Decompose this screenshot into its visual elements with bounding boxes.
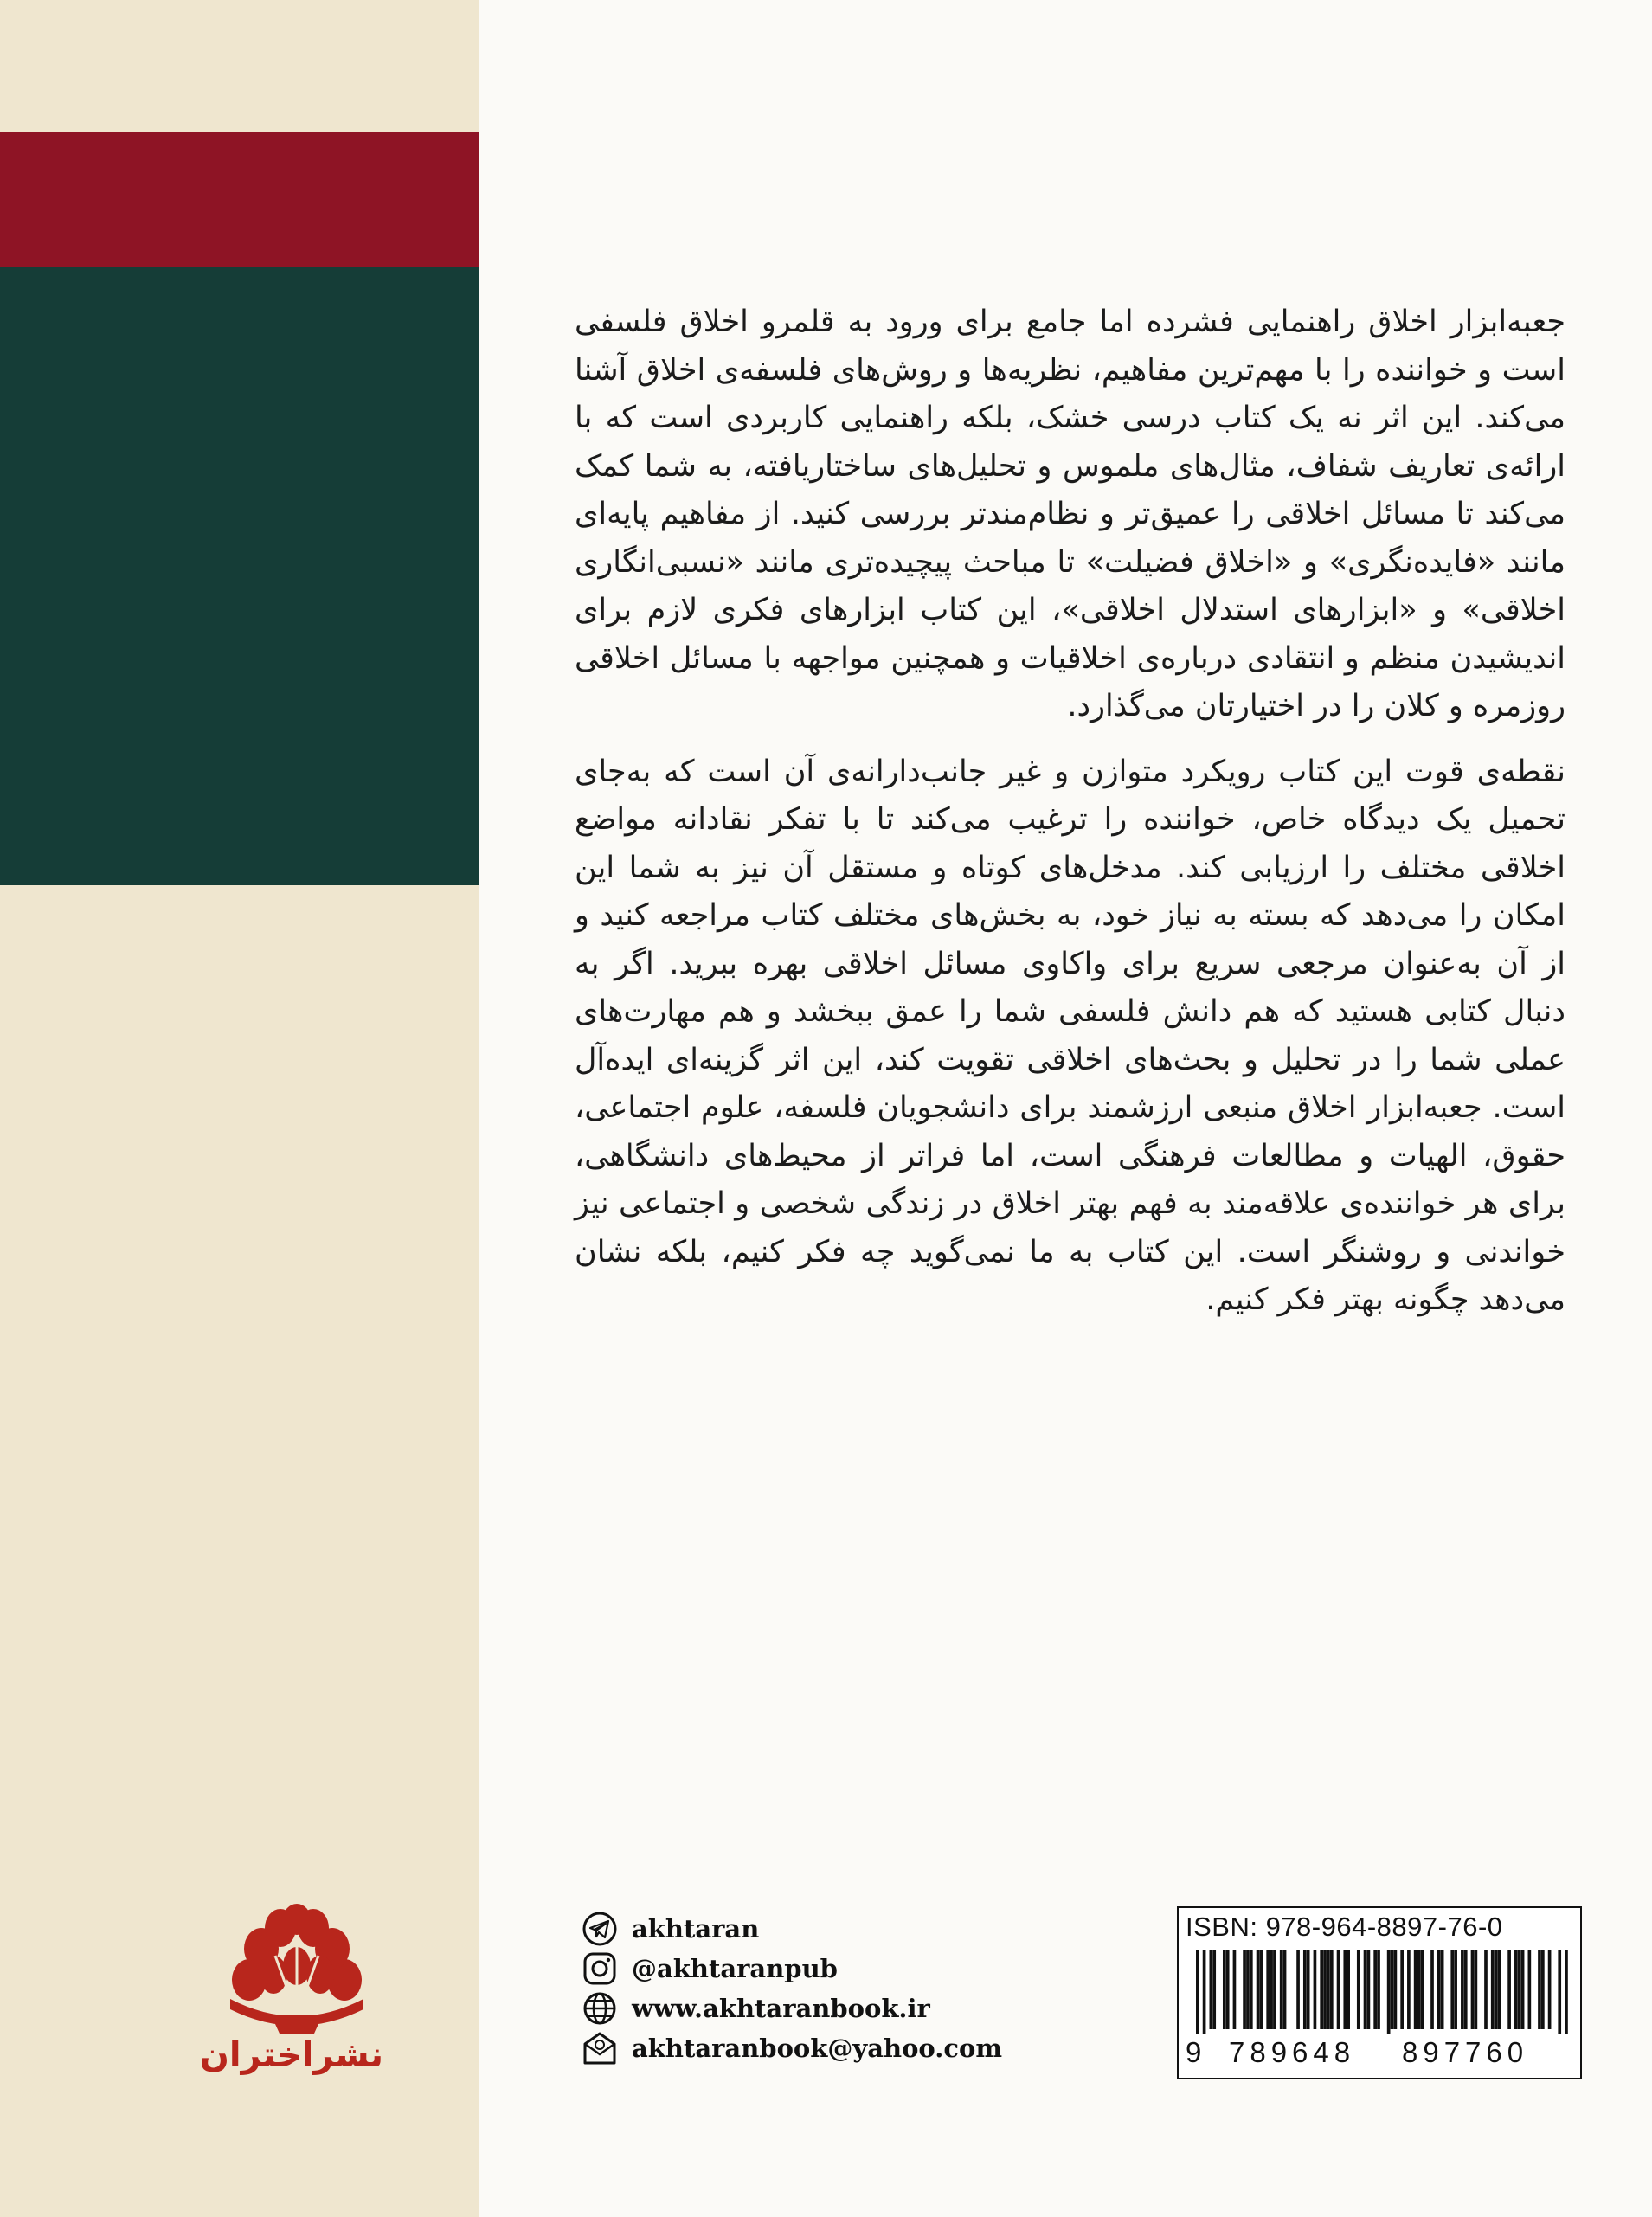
- barcode-bar: [1266, 1950, 1270, 2029]
- barcode-bar: [1541, 1950, 1545, 2029]
- barcode-bar: [1280, 1950, 1283, 2029]
- telegram-icon: [582, 1911, 618, 1947]
- barcode-digit-first: 9: [1186, 2036, 1202, 2068]
- barcode-bar: [1565, 1950, 1568, 2034]
- publisher-name: نشراختران: [199, 2035, 383, 2075]
- barcode-bar: [1212, 1950, 1216, 2029]
- barcode-bar: [1246, 1950, 1250, 2029]
- barcode-bar: [1243, 1950, 1246, 2029]
- blurb-paragraph-2: نقطه‌ی قوت این کتاب رویکرد متوازن و غیر جانب‌دارانه‌ی آن است که به‌جای تحمیل یک دیدگاه خاص، خواننده را ترغیب می‌کند تا با تفکر نقادانه مواضع اخلاقی مختلف را ارزیابی کند. مدخل‌های کوتاه و مستقل آن نیز به شما این امکان را می‌دهد که بسته به نیاز خود، به بخش‌های مختلف کتاب مراجعه کنید و از آن به‌عنوان مرجعی سریع برای واکاوی مسائل اخلاقی بهره ببرید. اگر به دنبال کتابی هستید که هم دانش فلسفی شما را عمق ببخشد و هم مهارت‌های عملی شما را در تحلیل و بحث‌های اخلاقی تقویت کند، این اثر گزینه‌ای ایده‌آل است. جعبه‌ابزار اخلاق منبعی ارزشمند برای دانشجویان فلسفه، علوم اجتماعی، حقوق، الهیات و مطالعات فرهنگی است، اما فراتر از محیط‌های دانشگاهی، برای هر خواننده‌ی علاقه‌مند به فهم بهتر اخلاق در زندگی شخصی و اجتماعی نیز خواندنی و روشنگر است. این کتاب به ما نمی‌گوید چه فکر کنیم، بلکه نشان می‌دهد چگونه بهتر فکر کنیم.: [575, 754, 1565, 1317]
- barcode-bar: [1495, 1950, 1498, 2029]
- barcode-bar: [1407, 1950, 1411, 2029]
- barcode-bar: [1283, 1950, 1287, 2029]
- barcode-bar: [1400, 1950, 1404, 2029]
- barcode-bar: [1507, 1950, 1511, 2029]
- barcode-bar: [1518, 1950, 1521, 2029]
- barcode-bar: [1498, 1950, 1501, 2029]
- barcode-bar: [1387, 1950, 1391, 2034]
- barcode-bar: [1270, 1950, 1273, 2029]
- lotus-logo-icon: [223, 1904, 370, 2042]
- barcode-bar: [1430, 1950, 1434, 2029]
- barcode-bar: [1484, 1950, 1488, 2029]
- barcode-bar: [1257, 1950, 1260, 2029]
- barcode-bar: [1558, 1950, 1561, 2034]
- barcode-bar: [1461, 1950, 1464, 2029]
- barcode-bar: [1233, 1950, 1237, 2029]
- barcode-bar: [1330, 1950, 1334, 2029]
- barcode-bar: [1210, 1950, 1213, 2029]
- instagram-icon: [582, 1950, 618, 1987]
- barcode-bar: [1203, 1950, 1206, 2034]
- barcode-bar: [1421, 1950, 1424, 2029]
- barcode-bar: [1450, 1950, 1454, 2029]
- contact-instagram[interactable]: [582, 1949, 1066, 1989]
- barcode-digits-right: 897760: [1402, 2036, 1529, 2068]
- barcode-bar: [1437, 1950, 1441, 2029]
- barcode-bar: [1417, 1950, 1421, 2029]
- barcode-bar: [1323, 1950, 1327, 2029]
- barcode-bar: [1521, 1950, 1525, 2029]
- barcode-bar: [1491, 1950, 1495, 2029]
- contact-email-text: akhtaranbook@yahoo.com: [632, 2034, 1003, 2063]
- contact-website[interactable]: [582, 1989, 1066, 2028]
- barcode-bar: [1196, 1950, 1199, 2034]
- barcode-bar: [1320, 1950, 1323, 2029]
- barcode-bar: [1327, 1950, 1330, 2029]
- barcode-bar: [1364, 1950, 1367, 2029]
- barcode-bar: [1314, 1950, 1317, 2029]
- barcode-bar: [1303, 1950, 1307, 2029]
- barcode-bar: [1337, 1950, 1340, 2029]
- barcode-bars: [1196, 1950, 1568, 2034]
- barcode-bar: [1250, 1950, 1253, 2029]
- isbn-label: ISBN: 978-964-8897-76-0: [1186, 1912, 1503, 1942]
- barcode-bar: [1538, 1950, 1541, 2029]
- barcode-bar: [1394, 1950, 1398, 2029]
- email-icon: [582, 2030, 618, 2066]
- barcode-bar: [1367, 1950, 1371, 2029]
- barcode-bar: [1357, 1950, 1360, 2029]
- isbn-barcode: [1177, 1906, 1582, 2079]
- barcode-digits-left: 789648: [1229, 2036, 1356, 2068]
- barcode-bar: [1377, 1950, 1380, 2029]
- contact-telegram-text: akhtaran: [632, 1914, 760, 1944]
- spine-red-band: [0, 132, 479, 267]
- barcode-bar: [1514, 1950, 1518, 2029]
- barcode-digits: [1179, 2036, 1580, 2076]
- barcode-bar: [1296, 1950, 1300, 2029]
- contact-list: [582, 1909, 1066, 2068]
- barcode-bar: [1475, 1950, 1478, 2029]
- barcode-bar: [1223, 1950, 1226, 2029]
- contact-website-text: www.akhtaranbook.ir: [632, 1994, 930, 2023]
- barcode-bar: [1441, 1950, 1444, 2029]
- barcode-bar: [1471, 1950, 1475, 2029]
- globe-icon: [582, 1990, 618, 2027]
- blurb-paragraph-1: جعبه‌ابزار اخلاق راهنمایی فشرده اما جامع برای ورود به قلمرو اخلاق فلسفی است و خواننده را با مهم‌ترین مفاهیم، نظریه‌ها و روش‌های فلسفه‌ی اخلاق آشنا می‌کند. این اثر نه یک کتاب درسی خشک، بلکه راهنمایی کاربردی است که با ارائه‌ی تعاریف شفاف، مثال‌های ملموس و تحلیل‌های ساختاریافته، به شما کمک می‌کند تا مسائل اخلاقی را عمیق‌تر و نظام‌مندتر بررسی کنید. از مفاهیم پایه‌ای مانند «فایده‌نگری» و «اخلاق فضیلت» تا مباحث پیچیده‌تری مانند «نسبی‌انگاری اخلاقی» و «ابزارهای استدلال اخلاقی»، این کتاب ابزارهای فکری لازم برای اندیشیدن منظم و انتقادی درباره‌ی اخلاقیات و همچنین مواجهه با مسائل اخلاقی روزمره و کلان را در اختیارتان می‌گذارد.: [575, 305, 1565, 723]
- barcode-bar: [1528, 1950, 1532, 2029]
- barcode-bar: [1414, 1950, 1417, 2029]
- contact-telegram[interactable]: [582, 1909, 1066, 1949]
- barcode-bar: [1260, 1950, 1263, 2029]
- contact-instagram-text: @akhtaranpub: [632, 1954, 838, 1983]
- barcode-bar: [1373, 1950, 1377, 2029]
- barcode-bar: [1273, 1950, 1276, 2029]
- barcode-bar: [1226, 1950, 1230, 2029]
- barcode-bar: [1307, 1950, 1310, 2029]
- spine-green-band: [0, 267, 479, 885]
- contact-email[interactable]: [582, 2028, 1066, 2068]
- barcode-bar: [1343, 1950, 1347, 2029]
- barcode-bar: [1347, 1950, 1350, 2029]
- barcode-bar: [1391, 1950, 1394, 2029]
- back-cover-blurb: [575, 299, 1565, 1342]
- barcode-bar: [1454, 1950, 1457, 2029]
- barcode-bar: [1548, 1950, 1552, 2029]
- barcode-bar: [1464, 1950, 1468, 2029]
